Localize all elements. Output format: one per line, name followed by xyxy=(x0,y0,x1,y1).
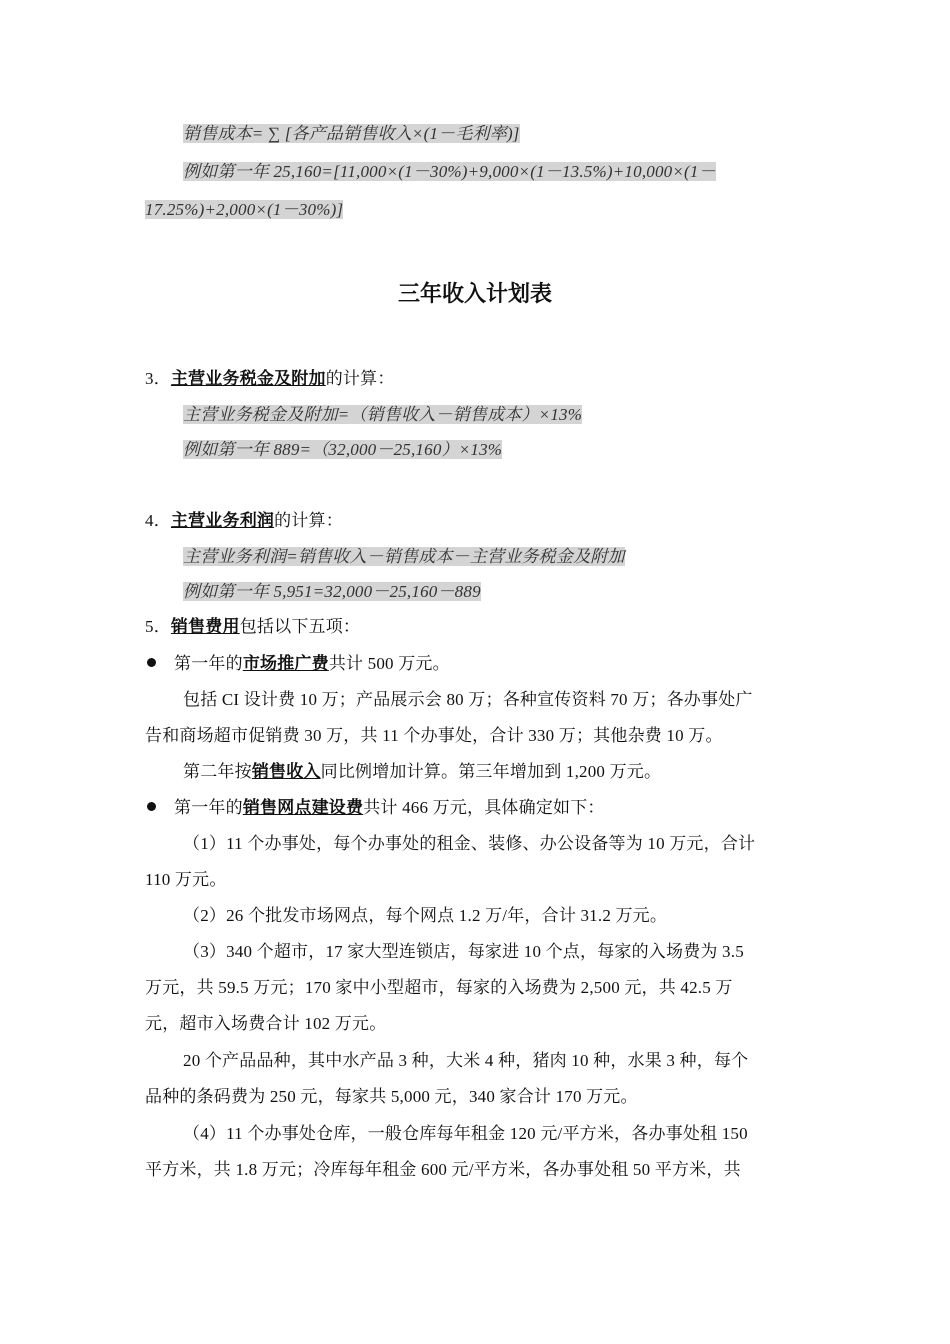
outlets-item-3-line-3: 元，超市入场费合计 102 万元。 xyxy=(145,1014,387,1033)
bullet-dot-icon xyxy=(147,802,156,811)
barcode-line-1: 20 个产品品种，其中水产品 3 种，大米 4 种，猪肉 10 种，水果 3 种，每个 xyxy=(183,1051,749,1070)
section-4-heading: 4．主营业务利润的计算： xyxy=(145,511,343,530)
section-4-example: 例如第一年 5,951=32,000－25,160－889 xyxy=(183,582,481,601)
section-5-heading: 5．销售费用包括以下五项： xyxy=(145,617,361,636)
outlets-item-4-line-2: 平方米，共 1.8 万元；冷库每年租金 600 元/平方米，各办事处租 50 平方米，共 xyxy=(145,1160,741,1179)
section-3-heading: 3．主营业务税金及附加的计算： xyxy=(145,369,395,388)
outlets-item-3-line-1: （3）340 个超市，17 家大型连锁店，每家进 10 个点，每家的入场费为 3.5 xyxy=(183,942,744,961)
section-4-formula: 主营业务利润=销售收入－销售成本－主营业务税金及附加 xyxy=(183,547,625,566)
cost-example-line-1: 例如第一年 25,160=[11,000×(1－30%)+9,000×(1－13.5%)+10,000×(1－ xyxy=(183,162,716,181)
barcode-line-2: 品种的条码费为 250 元，每家共 5,000 元，340 家合计 170 万元。 xyxy=(145,1087,638,1106)
outlets-item-1-line-1: （1）11 个办事处，每个办事处的租金、装修、办公设备等为 10 万元，合计 xyxy=(183,834,756,853)
bullet-sales-outlets: 第一年的销售网点建设费共计 466 万元，具体确定如下： xyxy=(145,796,605,820)
bullet-marketing: 第一年的市场推广费共计 500 万元。 xyxy=(145,652,450,676)
outlets-item-4-line-1: （4）11 个办事处仓库，一般仓库每年租金 120 元/平方米，各办事处租 150 xyxy=(183,1124,748,1143)
cost-formula-line: 销售成本= ∑ [各产品销售收入×(1－毛利率)] xyxy=(183,124,520,143)
outlets-item-1-line-2: 110 万元。 xyxy=(145,870,227,889)
marketing-detail-line-1: 包括 CI 设计费 10 万；产品展示会 80 万；各种宣传资料 70 万；各办事处广 xyxy=(183,690,753,709)
section-3-example: 例如第一年 889=（32,000－25,160）×13% xyxy=(183,440,503,459)
outlets-item-2: （2）26 个批发市场网点，每个网点 1.2 万/年，合计 31.2 万元。 xyxy=(183,906,668,925)
section-3-formula: 主营业务税金及附加=（销售收入－销售成本）×13% xyxy=(183,405,583,424)
outlets-item-3-line-2: 万元，共 59.5 万元；170 家中小型超市，每家的入场费为 2,500 元，共 42.5 万 xyxy=(145,978,733,997)
marketing-detail-line-2: 告和商场超市促销费 30 万，共 11 个办事处，合计 330 万；其他杂费 10 万。 xyxy=(145,726,723,745)
marketing-year2-line: 第二年按销售收入同比例增加计算。第三年增加到 1,200 万元。 xyxy=(183,762,662,781)
cost-example-line-2: 17.25%)+2,000×(1－30%)] xyxy=(145,200,344,219)
bullet-dot-icon xyxy=(147,658,156,667)
page-title: 三年收入计划表 xyxy=(397,282,552,307)
